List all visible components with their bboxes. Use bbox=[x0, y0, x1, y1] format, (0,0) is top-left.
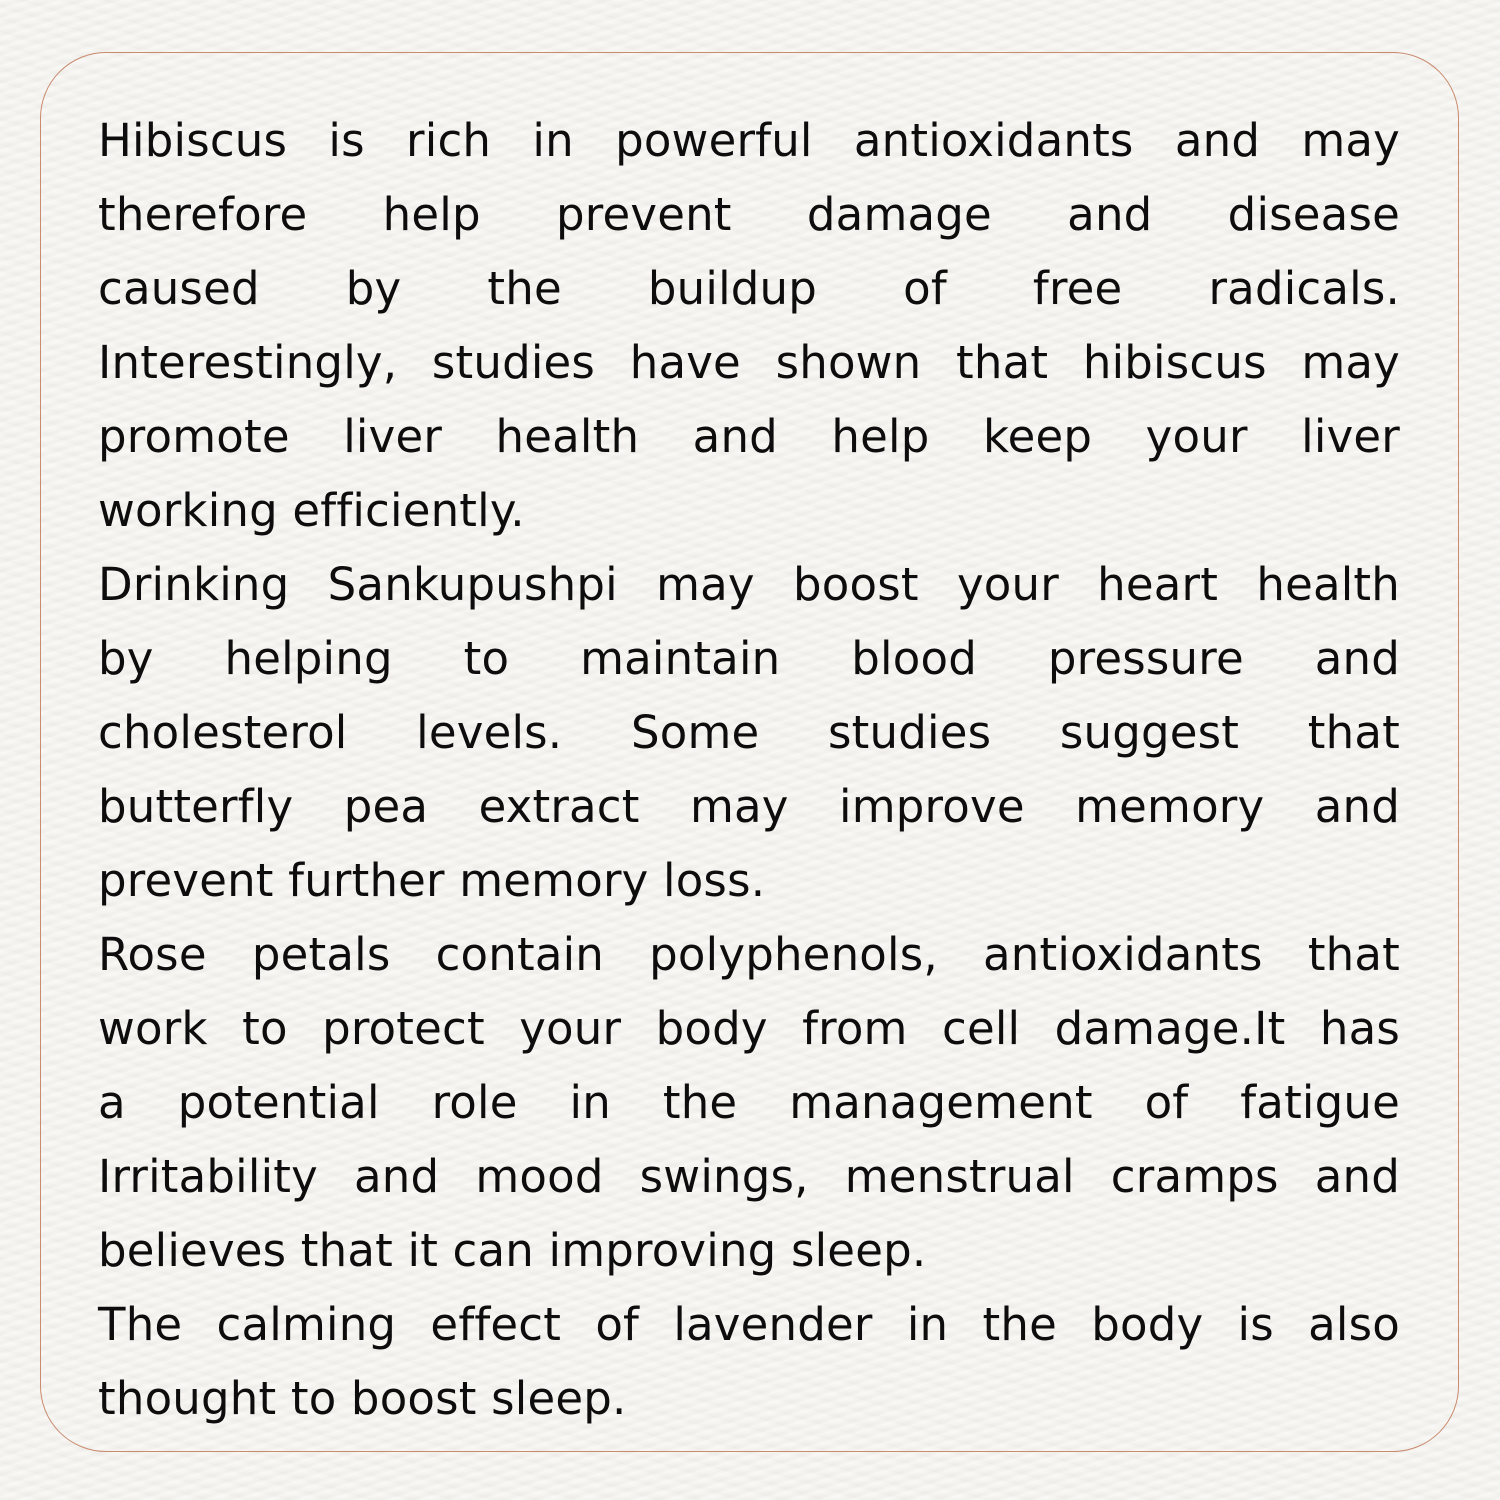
text-line: Drinking Sankupushpi may boost your heart health bbox=[98, 558, 1400, 611]
text-line: The calming effect of lavender in the body is also bbox=[98, 1298, 1400, 1351]
text-line: Interestingly, studies have shown that hibiscus may bbox=[98, 336, 1400, 389]
text-line: believes that it can improving sleep. bbox=[98, 1224, 927, 1277]
paragraph-lavender bbox=[98, 1288, 1400, 1436]
text-line: Rose petals contain polyphenols, antioxidants that bbox=[98, 928, 1400, 981]
text-line: cholesterol levels. Some studies suggest that bbox=[98, 706, 1400, 759]
paragraph-rose-petals bbox=[98, 918, 1400, 1288]
text-line: promote liver health and help keep your liver bbox=[98, 410, 1400, 463]
text-line: Hibiscus is rich in powerful antioxidants and may bbox=[98, 114, 1400, 167]
paragraph-hibiscus bbox=[98, 104, 1400, 548]
text-line: Irritability and mood swings, menstrual cramps and bbox=[98, 1150, 1400, 1203]
paragraph-sankupushpi bbox=[98, 548, 1400, 918]
text-line: thought to boost sleep. bbox=[98, 1372, 627, 1425]
text-line: work to protect your body from cell damage.It has bbox=[98, 1002, 1400, 1055]
text-line: by helping to maintain blood pressure and bbox=[98, 632, 1400, 685]
text-block bbox=[98, 104, 1400, 1436]
text-line: a potential role in the management of fatigue bbox=[98, 1076, 1400, 1129]
text-line: caused by the buildup of free radicals. bbox=[98, 262, 1400, 315]
text-line: butterfly pea extract may improve memory and bbox=[98, 780, 1400, 833]
text-line: therefore help prevent damage and disease bbox=[98, 188, 1400, 241]
text-line: working efficiently. bbox=[98, 484, 525, 537]
text-line: prevent further memory loss. bbox=[98, 854, 766, 907]
